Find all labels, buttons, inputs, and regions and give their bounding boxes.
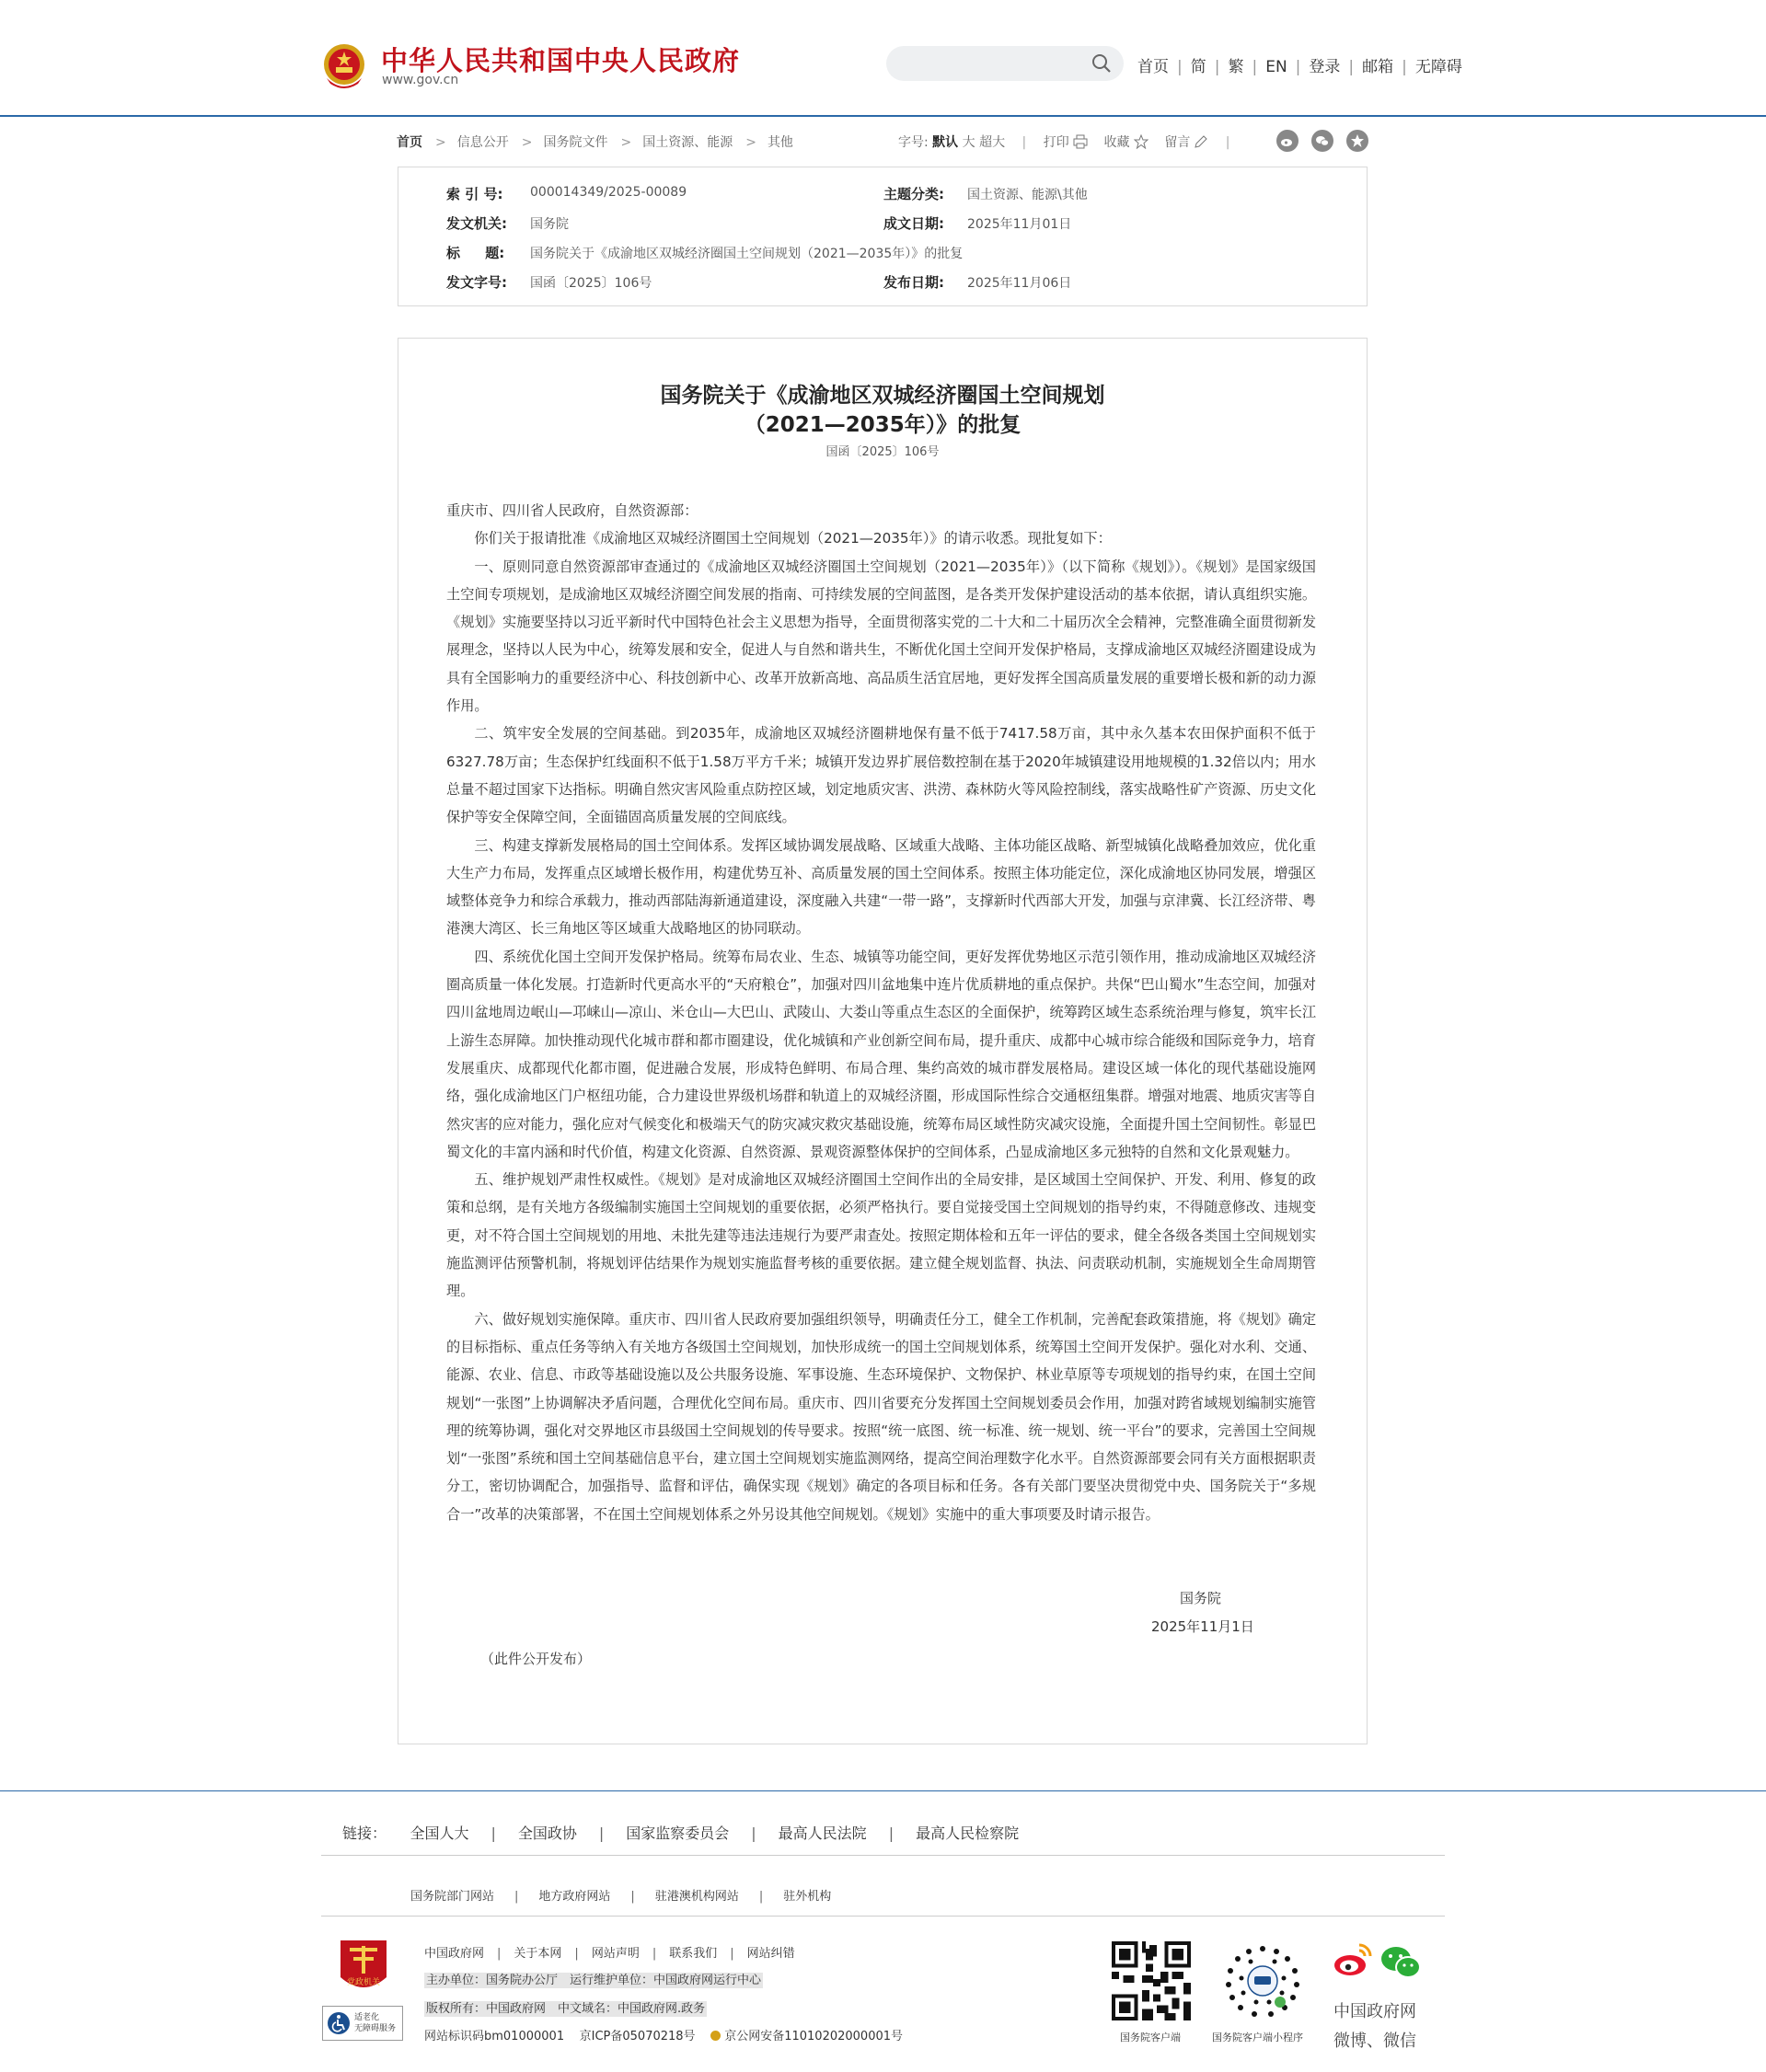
weibo-icon — [1280, 133, 1295, 148]
site-domain: www.gov.cn — [382, 73, 459, 87]
docno-label: 发文字号: — [446, 274, 507, 291]
registration-line — [424, 2026, 903, 2043]
link-procuratorate[interactable]: 最高人民检察院 — [916, 1825, 1020, 1842]
star-icon — [1134, 134, 1148, 149]
national-emblem-logo[interactable] — [321, 41, 367, 92]
breadcrumb-land[interactable]: 国土资源、能源 — [642, 135, 733, 150]
qr-code-app — [1112, 1941, 1191, 2020]
star-share-icon — [1350, 133, 1365, 148]
published-label: 发布日期: — [883, 274, 944, 291]
link-local-gov[interactable]: 地方政府网站 — [538, 1890, 611, 1904]
font-size-label: 字号: — [898, 135, 929, 150]
article-body — [446, 497, 1316, 1528]
breadcrumb: 首页 > 信息公开 > 国务院文件 > 国土资源、能源 > 其他 — [397, 135, 793, 150]
wheelchair-icon — [327, 2011, 351, 2035]
qr2-caption: 国务院客户端小程序 — [1212, 2032, 1303, 2043]
nav-login[interactable]: 登录 — [1309, 58, 1341, 76]
badge2-line2: 无障碍服务 — [354, 2024, 397, 2033]
breadcrumb-info[interactable]: 信息公开 — [456, 135, 509, 150]
weibo-logo-icon[interactable] — [1332, 1941, 1374, 1978]
paragraph-4: 四、系统优化国土空间开发保护格局。统筹布局农业、生态、城镇等功能空间，更好发挥优势地区示范引领作用，推动成渝地区双城经济圈高质量一体化发展。打造新时代更高水平的“天府粮仓”，加强对四川盆地集中连片优质耕地的重点保护。共保“巴山蜀水”生态空间，加强对四川盆地周边岷山—邛崃山—凉山、米仓山—大巴山、武陵山、大娄山等重点生态区的全面保护，统筹跨区域生态系统治理与修复，筑牢长江上游生态屏障。加快推动现代化城市群和都市圈建设，优化城镇和产业创新空间布局，提升重庆、成都中心城市综合能级和国际竞争力，培育发展重庆、成都现代化都市圈，促进融合发展，形成特色鲜明、布局合理、集约高效的城市群发展格局。建设区域一体化的现代基础设施网络，强化成渝地区门户枢纽功能，合力建设世界级机场群和轨道上的双城经济圈，形成国际性综合交通枢纽集群。增强对地震、地质灾害等自然灾害的应对能力，强化应对气候变化和极端天气的防灾减灾救灾基础设施，统筹布局区域性防灾减灾设施，全面提升国土空间韧性。彰显巴蜀文化的丰富内涵和时代价值，构建文化资源、自然资源、景观资源整体保护的空间体系，凸显成渝地区多元独特的自然和文化景观魅力。 — [446, 948, 1316, 1160]
print-button[interactable] — [1044, 135, 1088, 150]
accessibility-badge[interactable] — [322, 2006, 403, 2041]
footer-nav: 中国政府网 | 关于本网 | 网站声明 | 联系我们 | 网站纠错 — [424, 1947, 795, 1961]
favorite-button[interactable] — [1104, 135, 1148, 150]
nav-english[interactable]: EN — [1265, 58, 1287, 76]
breadcrumb-home[interactable]: 首页 — [397, 135, 422, 150]
link-court[interactable]: 最高人民法院 — [778, 1825, 867, 1842]
link-ccdi[interactable]: 国家监察委员会 — [626, 1825, 730, 1842]
pencil-icon — [1194, 134, 1208, 149]
link-npc[interactable]: 全国人大 — [410, 1825, 469, 1842]
psb-link[interactable]: 京公网安备11010202000001号 — [724, 2030, 904, 2043]
footer-links: 链接： 全国人大 | 全国政协 | 国家监察委员会 | 最高人民法院 | 最高人民检察院 — [342, 1825, 1020, 1842]
index-label: 索 引 号: — [446, 186, 503, 202]
foot-correction[interactable]: 网站纠错 — [746, 1947, 795, 1961]
wechat-icon — [1315, 133, 1330, 148]
created-label: 成文日期: — [883, 215, 944, 232]
police-icon — [710, 2031, 721, 2041]
salutation: 重庆市、四川省人民政府，自然资源部： — [446, 502, 698, 519]
issuer-value: 国务院 — [530, 217, 569, 232]
index-value: 000014349/2025-00089 — [530, 185, 687, 200]
share-favorite-button[interactable] — [1346, 130, 1368, 152]
font-size-large[interactable]: 大 — [962, 135, 975, 150]
qr1-caption: 国务院客户端 — [1120, 2032, 1181, 2043]
foot-contact[interactable]: 联系我们 — [669, 1947, 718, 1961]
issuer-label: 发文机关: — [446, 215, 507, 232]
comment-button[interactable] — [1164, 135, 1208, 150]
breadcrumb-docs[interactable]: 国务院文件 — [543, 135, 608, 150]
qr-code-miniprogram — [1223, 1941, 1302, 2020]
paragraph-3: 三、构建支撑新发展格局的国土空间体系。发挥区域协调发展战略、区域重大战略、主体功能区战略、新型城镇化战略叠加效应，优化重大生产力布局，发挥重点区域增长极作用，构建优势互补、高质量发展的国土空间体系。按照主体功能定位，深化成渝地区协同发展，增强区域整体竞争力和综合承载力，推动西部陆海新通道建设，深度融入共建“一带一路”，支撑新时代西部大开发，加强与京津冀、长江经济带、粤港澳大湾区、长三角地区等区域重大战略地区的协同联动。 — [446, 836, 1316, 938]
article-toolbar: 字号: 默认 大 超大 | 打印 收藏 留言 | — [898, 135, 1230, 150]
header-divider — [0, 115, 1766, 117]
sponsor-info: 主办单位：国务院办公厅 运行维护单位：中国政府网运行中心 — [426, 1974, 762, 1987]
link-departments[interactable]: 国务院部门网站 — [410, 1890, 495, 1904]
social-caption — [1333, 1998, 1416, 2052]
paragraph-intro: 你们关于报请批准《成渝地区双城经济圈国土空间规划（2021—2035年）》的请示收悉。现批复如下： — [474, 530, 1112, 547]
share-weibo-button[interactable] — [1276, 130, 1299, 152]
comment-label: 留言 — [1164, 135, 1191, 150]
title-value: 国务院关于《成渝地区双城经济圈国土空间规划（2021—2035年）》的批复 — [530, 247, 964, 261]
article-doc-number: 国函〔2025〕106号 — [825, 445, 940, 459]
printer-icon — [1073, 134, 1088, 149]
foot-gov[interactable]: 中国政府网 — [424, 1947, 485, 1961]
badge1-text: 党政机关 — [346, 1978, 381, 1987]
footer-rule-1 — [321, 1855, 1445, 1856]
docno-value: 国函〔2025〕106号 — [530, 276, 652, 291]
foot-statement[interactable]: 网站声明 — [591, 1947, 640, 1961]
signature: 国务院 — [1180, 1590, 1222, 1606]
category-label: 主题分类: — [883, 186, 944, 202]
nav-home[interactable]: 首页 — [1137, 58, 1169, 76]
footer-divider — [0, 1790, 1766, 1791]
created-value: 2025年11月01日 — [967, 217, 1072, 232]
paragraph-5: 五、维护规划严肃性权威性。《规划》是对成渝地区双城经济圈国土空间作出的全局安排，是区域国土空间保护、开发、利用、修复的政策和总纲，是有关地方各级编制实施国土空间规划的重要依据，必须严格执行。要自觉接受国土空间规划的指导约束，不得随意修改、违规变更，对不符合国土空间规划的用地、未批先建等违法违规行为要严肃查处。按照定期体检和五年一评估的要求，健全各级各类国土空间规划实施监测评估预警机制，将规划评估结果作为规划实施监督考核的重要依据。建立健全规划监督、执法、问责联动机制，实施规划全生命周期管理。 — [446, 1171, 1316, 1300]
wechat-logo-icon[interactable] — [1379, 1944, 1422, 1981]
nav-traditional[interactable]: 繁 — [1228, 58, 1244, 76]
print-label: 打印 — [1043, 135, 1069, 150]
font-size-default[interactable]: 默认 — [932, 135, 959, 150]
site-id: 网站标识码bm01000001 — [424, 2030, 565, 2043]
nav-mail[interactable]: 邮箱 — [1362, 58, 1394, 76]
copyright-info: 版权所有：中国政府网 中文域名：中国政府网.政务 — [426, 2002, 706, 2016]
top-nav: 首页 | 简 | 繁 | EN | 登录 | 邮箱 | 无障碍 — [1137, 58, 1462, 76]
share-wechat-button[interactable] — [1311, 130, 1333, 152]
category-value: 国土资源、能源\其他 — [967, 188, 1088, 202]
link-hk-macao[interactable]: 驻港澳机构网站 — [654, 1890, 739, 1904]
paragraph-2: 二、筑牢安全发展的空间基础。到2035年，成渝地区双城经济圈耕地保有量不低于7417.58万亩，其中永久基本农田保护面积不低于6327.78万亩；生态保护红线面积不低于1.58万平方千米；城镇开发边界扩展倍数控制在基于2020年城镇建设用地规模的1.32倍以内；用水总量不超过国家下达指标。明确自然灾害风险重点防控区域，划定地质灾害、洪涝、森林防火等风险控制线，落实战略性矿产资源、历史文化保护等安全保障空间，全面锚固高质量发展的空间底线。 — [446, 725, 1316, 826]
article-title-line1: 国务院关于《成渝地区双城经济圈国土空间规划 — [660, 384, 1105, 408]
paragraph-6: 六、做好规划实施保障。重庆市、四川省人民政府要加强组织领导，明确责任分工，健全工作机制，完善配套政策措施，将《规划》确定的目标指标、重点任务等纳入有关地方各级国土空间规划，加快形成统一的国土空间规划体系，统筹国土空间开发保护。强化对水利、交通、能源、农业、信息、市政等基础设施以及公共服务设施、军事设施、生态环境保护、文物保护、林业草原等专项规划的指导约束，在国土空间规划“一张图”上协调解决矛盾问题，合理优化空间布局。重庆市、四川省要充分发挥国土空间规划委员会作用，加强对跨省域规划编制实施管理的统筹协调，强化对交界地区市县级国土空间规划的传导要求。按照“统一底图、统一标准、统一规划、统一平台”的要求，完善国土空间规划“一张图”系统和国土空间基础信息平台，建立国土空间规划实施监测网络，提高空间治理数字化水平。自然资源部要会同有关方面根据职责分工，密切协调配合，加强指导、监督和评估，确保实现《规划》确定的各项目标和任务。各有关部门要坚决贯彻党中央、国务院关于“多规合一”改革的决策部署，不在国土空间规划体系之外另设其他空间规划。《规划》实施中的重大事项要及时请示报告。 — [446, 1310, 1316, 1523]
nav-accessibility[interactable]: 无障碍 — [1414, 58, 1462, 76]
social-caption-line1: 中国政府网 — [1333, 2002, 1416, 2021]
foot-about[interactable]: 关于本网 — [514, 1947, 562, 1961]
title-label: 标 题: — [446, 245, 505, 261]
badge2-line1: 适老化 — [354, 2013, 380, 2022]
favorite-label: 收藏 — [1103, 135, 1130, 150]
link-cppcc[interactable]: 全国政协 — [517, 1825, 577, 1842]
search-input[interactable] — [886, 46, 1124, 81]
signature-date: 2025年11月1日 — [1151, 1618, 1254, 1635]
breadcrumb-other[interactable]: 其他 — [767, 135, 793, 150]
nav-simplified[interactable]: 简 — [1190, 58, 1206, 76]
font-size-xlarge[interactable]: 超大 — [979, 135, 1006, 150]
published-value: 2025年11月06日 — [967, 276, 1072, 291]
icp-link[interactable]: 京ICP备05070218号 — [579, 2030, 696, 2043]
search-icon[interactable] — [1091, 53, 1112, 74]
site-name[interactable]: 中华人民共和国中央人民政府 — [381, 45, 741, 76]
link-overseas[interactable]: 驻外机构 — [783, 1890, 832, 1904]
article-title-line2: （2021—2035年）》的批复 — [744, 413, 1022, 437]
footer-site-links: 国务院部门网站 | 地方政府网站 | 驻港澳机构网站 | 驻外机构 — [410, 1890, 832, 1904]
party-gov-badge[interactable] — [337, 1937, 390, 1997]
public-note: （此件公开发布） — [480, 1651, 592, 1667]
links-label: 链接： — [342, 1825, 387, 1842]
footer-rule-2 — [321, 1916, 1445, 1917]
paragraph-1: 一、原则同意自然资源部审查通过的《成渝地区双城经济圈国土空间规划（2021—2035年）》（以下简称《规划》）。《规划》是国家级国土空间专项规划，是成渝地区双城经济圈空间发展的指南、可持续发展的空间蓝图，是各类开发保护建设活动的基本依据，请认真组织实施。《规划》实施要坚持以习近平新时代中国特色社会主义思想为指导，全面贯彻落实党的二十大和二十届历次全会精神，完整准确全面贯彻新发展理念，坚持以人民为中心，统筹发展和安全，促进人与自然和谐共生，不断优化国土空间开发保护格局，支撑成渝地区双城经济圈建设成为具有全国影响力的重要经济中心、科技创新中心、改革开放新高地、高品质生活宜居地，更好发挥全国高质量发展的重要增长极和新的动力源作用。 — [446, 558, 1316, 715]
social-caption-line2: 微博、微信 — [1333, 2032, 1416, 2051]
